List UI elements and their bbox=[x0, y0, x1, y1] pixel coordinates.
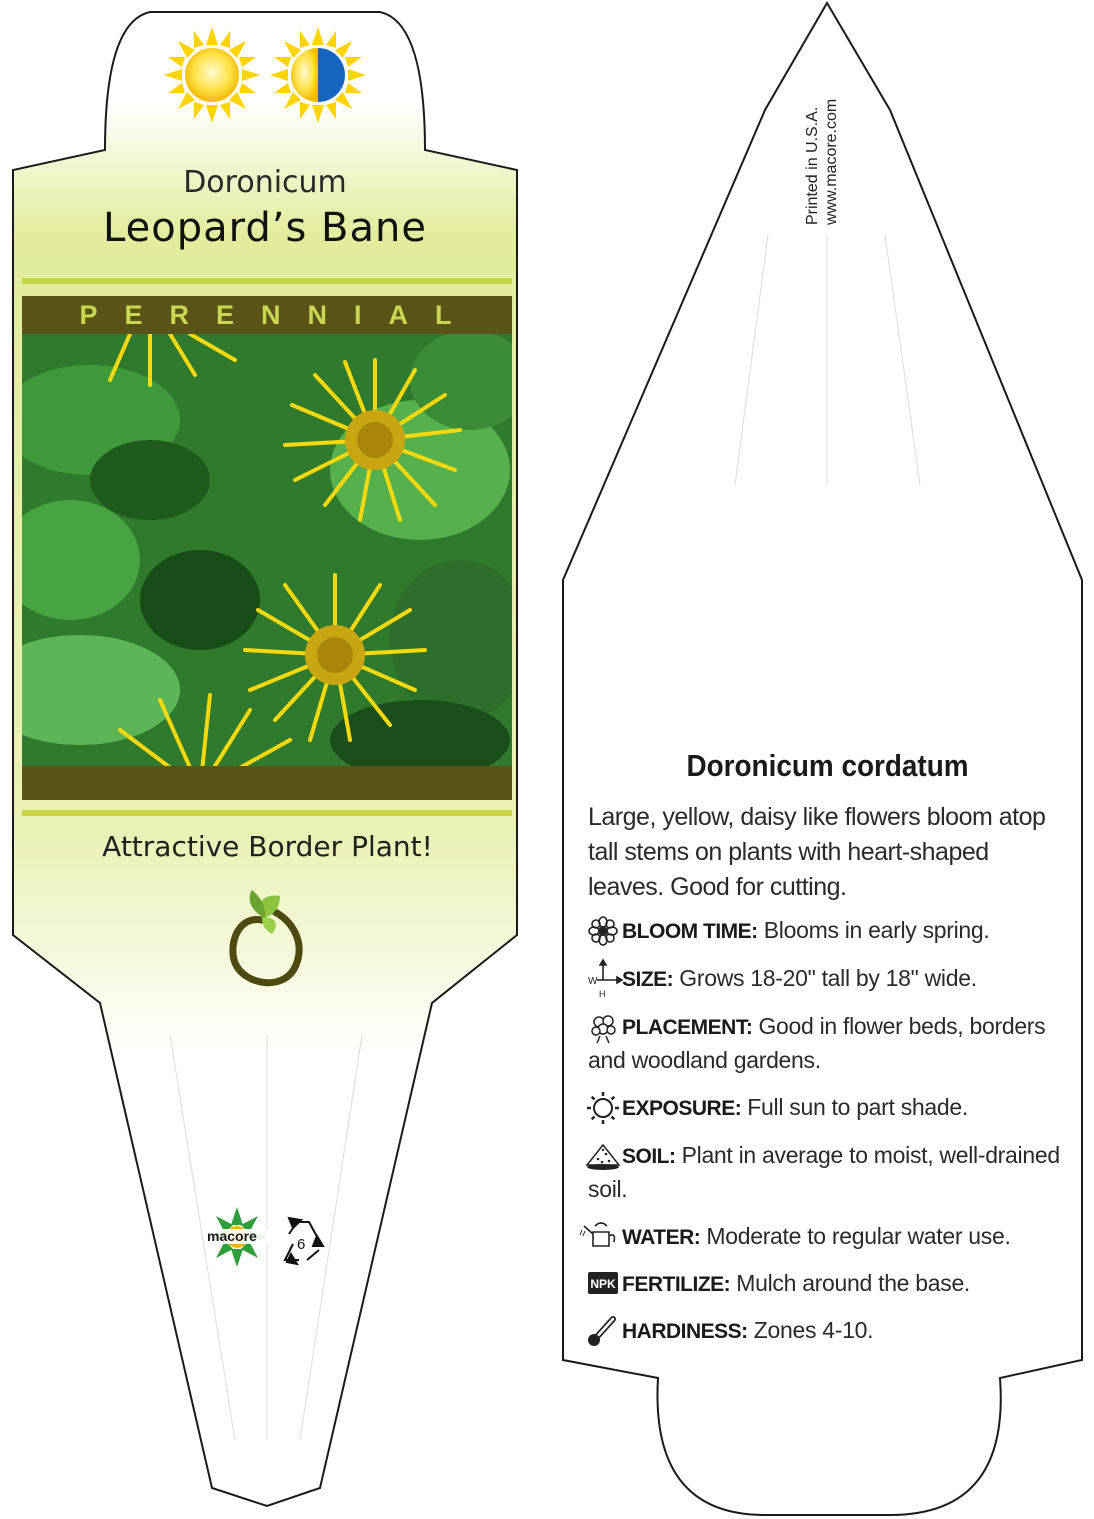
detail-bloom-time bbox=[588, 914, 1068, 948]
detail-label: FERTILIZE: bbox=[622, 1273, 731, 1296]
detail-water bbox=[588, 1220, 1068, 1254]
detail-text: Blooms in early spring. bbox=[763, 917, 990, 943]
svg-text:NPK: NPK bbox=[590, 1277, 616, 1291]
detail-text: Good in flower beds, borders and woodland gardens. bbox=[588, 1013, 1046, 1073]
detail-soil bbox=[588, 1139, 1068, 1206]
detail-label: SOIL: bbox=[622, 1145, 676, 1168]
flower-photo bbox=[0, 330, 530, 790]
detail-text: Grows 18-20" tall by 18" wide. bbox=[679, 965, 977, 991]
category-banner: PERENNIAL bbox=[22, 296, 512, 334]
detail-size bbox=[588, 962, 1068, 996]
detail-label: SIZE: bbox=[622, 968, 674, 991]
detail-text: Zones 4-10. bbox=[753, 1317, 874, 1343]
detail-hardiness bbox=[588, 1314, 1068, 1348]
detail-text: Plant in average to moist, well-drained soil. bbox=[588, 1142, 1060, 1202]
detail-text: Mulch around the base. bbox=[736, 1270, 971, 1296]
detail-label: HARDINESS: bbox=[622, 1320, 748, 1343]
scientific-name: Doronicum cordatum bbox=[686, 748, 969, 783]
detail-text: Full sun to part shade. bbox=[747, 1094, 968, 1120]
svg-text:H: H bbox=[599, 989, 606, 999]
detail-placement bbox=[588, 1010, 1068, 1077]
plant-genus: Doronicum bbox=[183, 165, 347, 200]
detail-label: WATER: bbox=[622, 1226, 701, 1249]
printed-in: Printed in U.S.A. bbox=[804, 106, 821, 225]
detail-exposure bbox=[588, 1091, 1068, 1125]
detail-text: Moderate to regular water use. bbox=[706, 1223, 1011, 1249]
plant-description: Large, yellow, daisy like flowers bloom atop tall stems on plants with heart-shaped leaves. Good for cutting. bbox=[588, 803, 1046, 901]
plant-common-name: Leopard’s Bane bbox=[103, 205, 427, 251]
part-shade-icon bbox=[270, 27, 366, 123]
print-info bbox=[803, 99, 841, 225]
detail-label: PLACEMENT: bbox=[622, 1016, 753, 1039]
full-sun-icon bbox=[164, 27, 260, 123]
detail-label: BLOOM TIME: bbox=[622, 920, 758, 943]
website: www.macore.com bbox=[823, 98, 840, 225]
recycle-code: 6 bbox=[297, 1236, 306, 1253]
detail-fertilize bbox=[588, 1267, 1068, 1301]
detail-label: EXPOSURE: bbox=[622, 1097, 742, 1120]
brand-name: macore bbox=[207, 1228, 257, 1244]
svg-text:W: W bbox=[588, 976, 598, 987]
tagline: Attractive Border Plant! bbox=[102, 830, 433, 863]
